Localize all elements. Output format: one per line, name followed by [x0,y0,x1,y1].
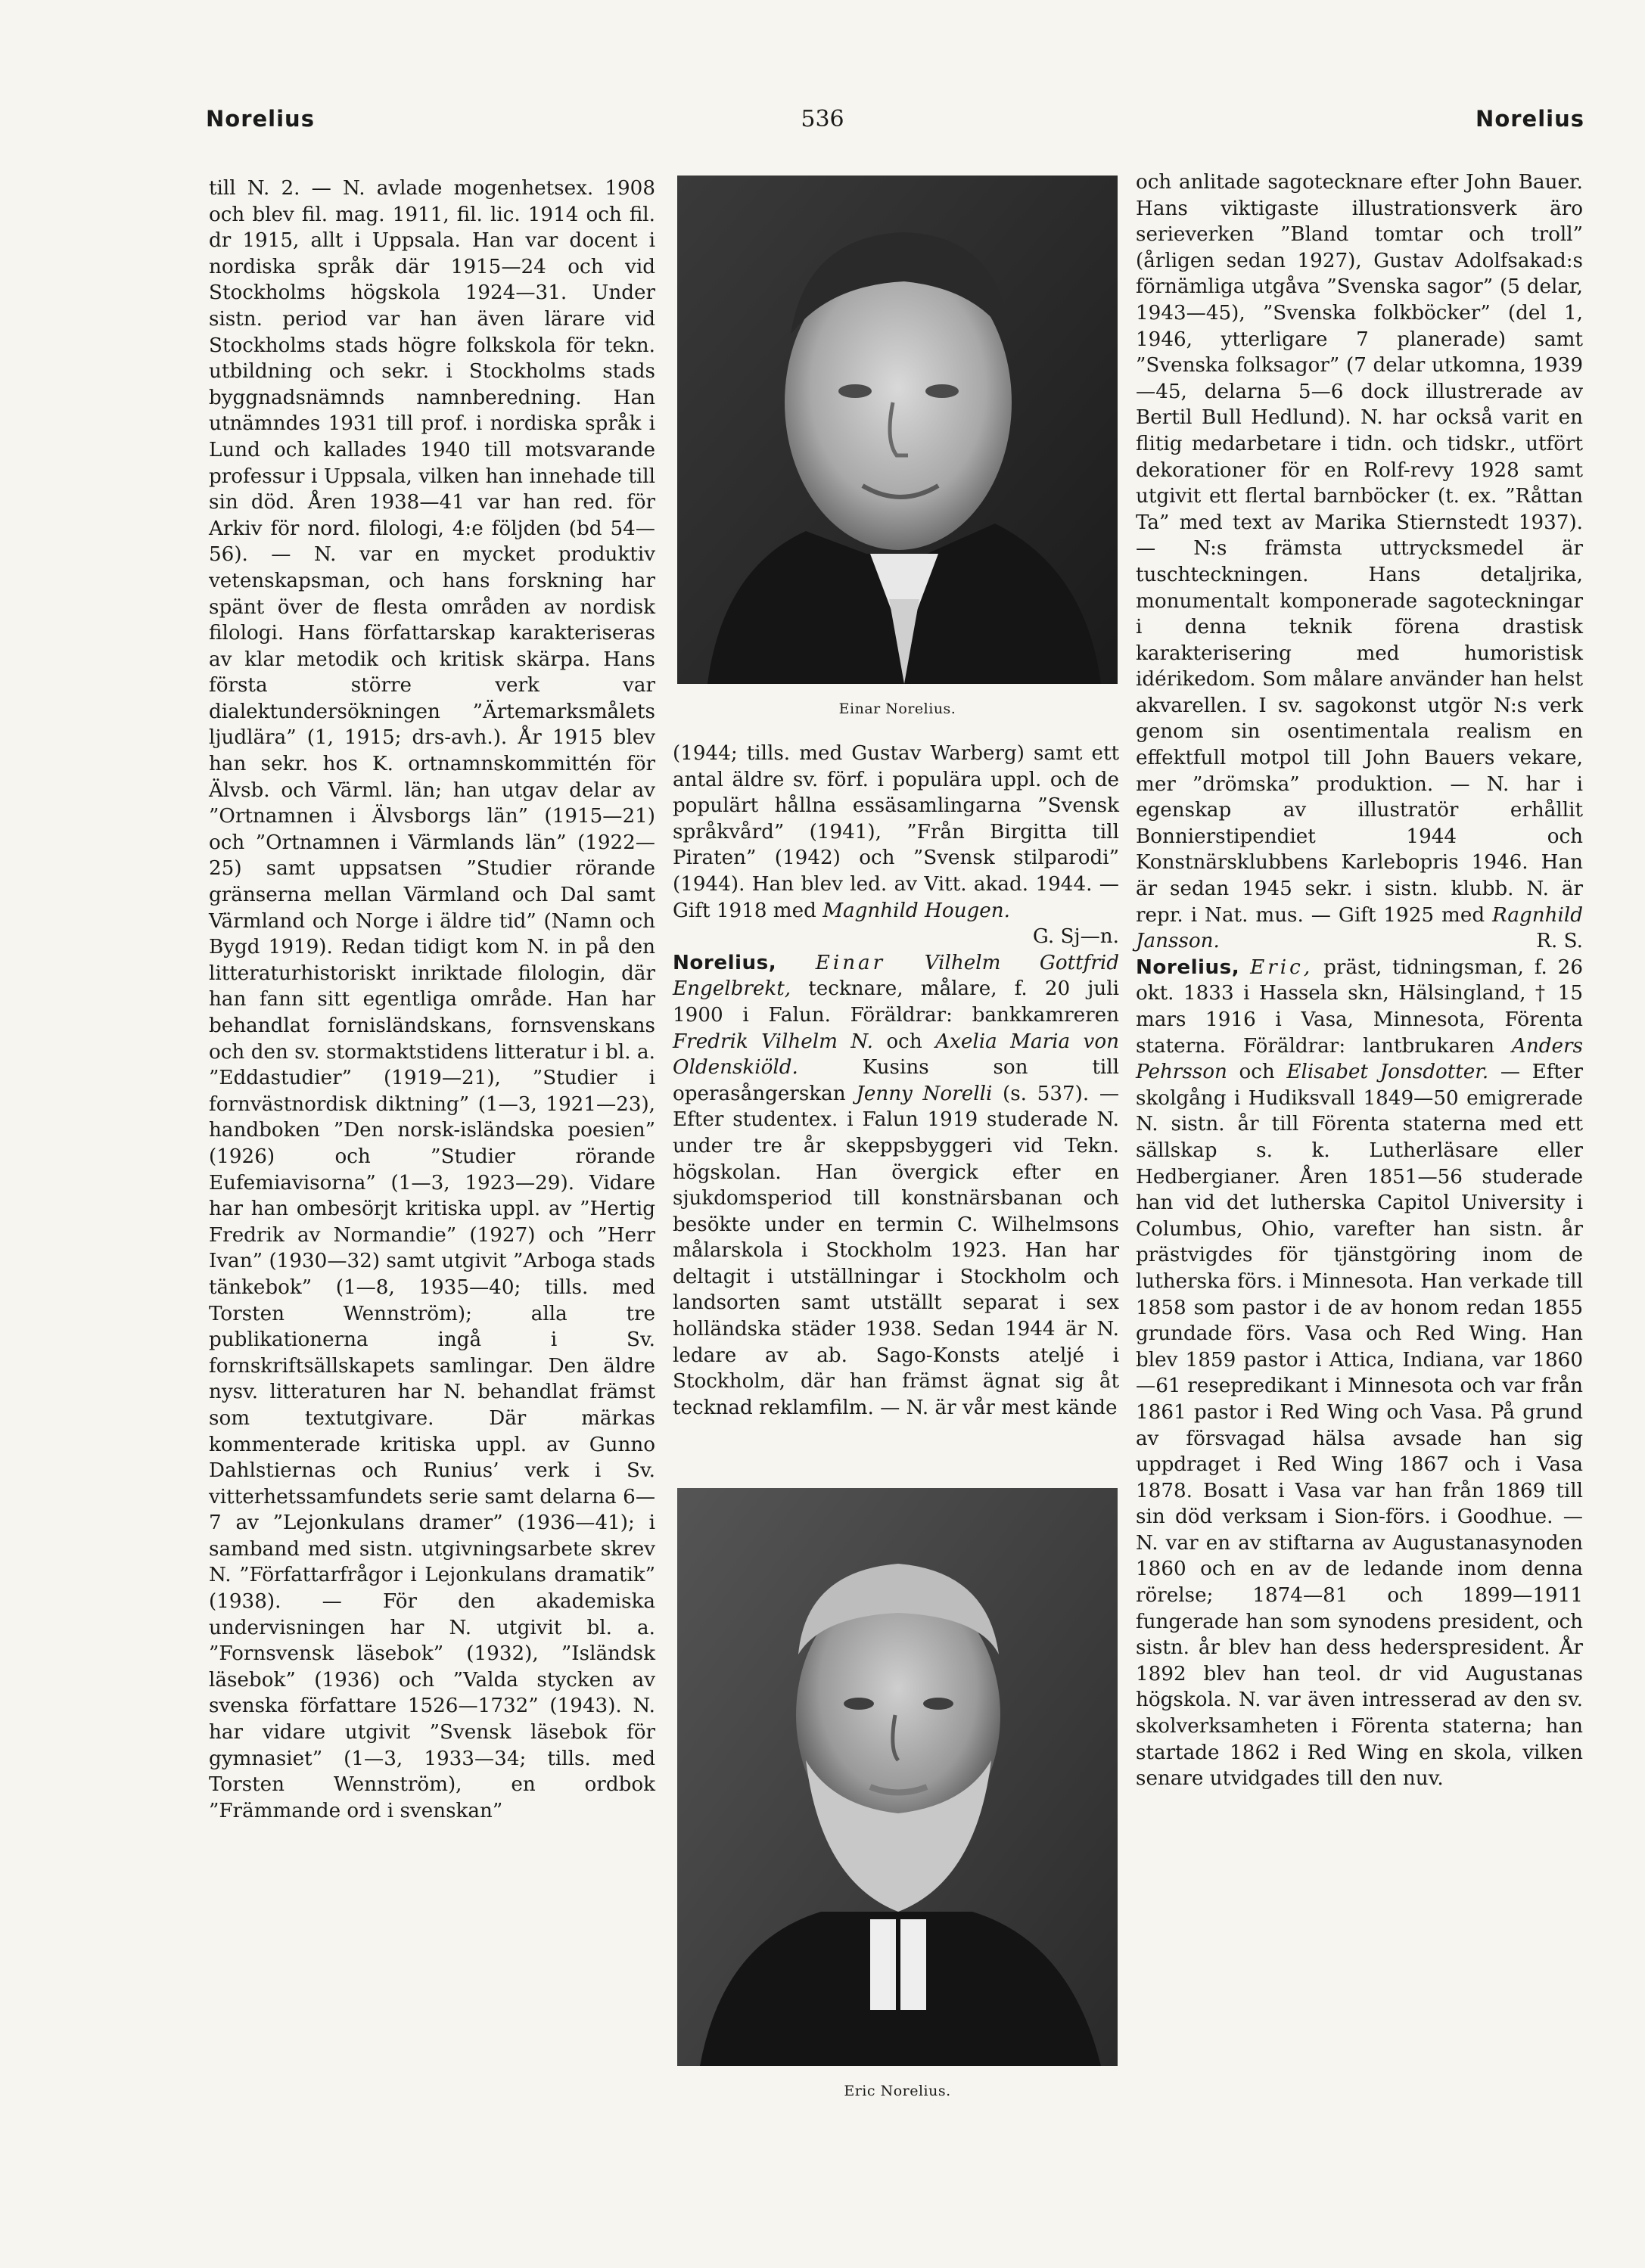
conjunction: och [1239,1061,1275,1084]
conjunction: och [886,1030,922,1053]
running-head-left: Norelius [206,106,315,132]
column-2 [673,741,1119,1421]
einar-spouse-name: Ragnhild Jansson. [1136,903,1583,953]
entry-eric-norelius [1136,955,1583,1792]
headword: Norelius, [673,951,777,974]
author-signature: G. Sj—n. [1032,925,1119,949]
given-name: Eric, [1250,955,1314,979]
father-name: Anders Pehrsson [1136,1034,1583,1084]
einar-signature: R. S. [1536,930,1583,953]
column-3 [1136,169,1583,1792]
spouse-name: Magnhild Hougen. [822,899,1010,922]
previous-entry-continuation [673,741,1119,924]
continuation-text: (1944; tills. med Gustav Warberg) samt ett antal äldre sv. förf. i populära uppl. och de populärt hållna essäsamlingarna ”Svensk språkvård” (1941), ”Från Birgitta till Piraten” (1942) och ”Svensk stilparodi” (1944). Han blev led. av Vitt. akad. 1944. — Gift 1918 med [673,742,1119,922]
given-names-rest: Vilhelm Gottfrid Engelbrekt, [673,951,1120,1001]
running-head [0,106,1645,151]
father-name: Fredrik Vilhelm N. [673,1030,873,1053]
cousin-text: Kusins son till operasångerskan [673,1056,1120,1105]
headword: Norelius, [1136,955,1240,979]
running-head-right: Norelius [1476,106,1584,132]
given-name: Einar [815,951,886,974]
mother-name: Axelia Maria von Oldenskiöld. [673,1030,1119,1080]
einar-continuation-text: och anlitade sagotecknare efter John Bauer. Hans viktigaste illustrationsverk äro serieverken ”Bland tomtar och troll” (årligen sedan 1927), Gustav Adolfsakad:s förnämliga utgåva ”Svenska sagor” (5 delar, 1943—45), ”Svenska folkböcker” (del 1, 1946, ytterligare 7 planerade) samt ”Svenska folksagor” (7 delar utkomna, 1939—45, delarna 5—6 dock illustrerade av Bertil Bull Hedlund). N. har också varit en flitig medarbetare i tidn. och tidskr., utfört dekorationer för en Rolf-revy 1928 samt utgivit ett flertal barnböcker (t. ex. ”Råttan Ta” med text av Marika Stiernstedt 1937). — N:s främsta uttrycksmedel är tuschteckningen. Hans detaljrika, monumentalt komponerade sagoteckningar i denna teknik förena drastisk karakterisering med humoristisk idérikedom. Som målare använder han helst akvarellen. I sv. sagokonst utgör N:s verk genom sin osentimentala realism en effektfull motpol till John Bauers vekare, mer ”drömska” produktion. — N. har i egenskap av illustratör erhållit Bonnierstipendiet 1944 och Konstnärsklubbens Karlebopris 1946. Han är sedan 1945 sekr. i sistn. klubb. N. är repr. i Nat. mus. — Gift 1925 med [1136,171,1583,927]
portrait-eric-image [677,1488,1118,2066]
entry-einar-norelius [673,950,1119,1421]
norelius-previous-entry-text: till N. 2. — N. avlade mogenhetsex. 1908 och blev fil. mag. 1911, fil. lic. 1914 och fil. dr 1915, allt i Uppsala. Han var docent i nordiska språk där 1915—24 och vid Stockholms högskola 1924—31. Under sistn. period var han även lärare vid Stockholms stads högre folkskola för tekn. utbildning och sekr. i Stockholms stads byggnadsnämnds namnberedning. Han utnämndes 1931 till prof. i nordiska språk i Lund och kallades 1940 till motsvarande professur i Uppsala, vilken han innehade till sin död. Åren 1938—41 var han red. för Arkiv för nord. filologi, 4:e följden (bd 54—56). — N. var en mycket produktiv vetenskapsman, och hans forskning har spänt över de flesta områden av nordisk filologi. Hans författarskap karakteriseras av klar metodik och kritisk skärpa. Hans första större verk var dialektundersökningen ”Ärtemarksmålets ljudlära” (1, 1915; drs-avh.). År 1915 blev han sekr. hos K. ortnamnskommittén för Älvsb. och Värml. län; han utgav delar av ”Ortnamnen i Älvsborgs län” (1915—21) och ”Ortnamnen i Värmlands län” (1922—25) samt uppsatsen ”Studier rörande gränserna mellan Värmland och Dal samt Värmland och Norge i äldre tid” (Namn och Bygd 1919). Redan tidigt kom N. in på den litteraturhistoriskt inriktade filologin, där han fann sitt egentliga område. Han har behandlat fornisländskans, fornsvenskans och den sv. stormaktstidens litteratur i bl. a. ”Eddastudier” (1919—21), ”Studier i fornvästnordisk diktning” (1—3, 1921—23), handboken ”Den norsk-isländska poesien” (1926) och ”Studier rörande Eufemiavisorna” (1—3, 1923—29). Vidare har han ombesörjt kritiska uppl. av ”Hertig Fredrik av Normandie” (1927) och ”Herr Ivan” (1930—32) samt utgivit ”Arboga stads tänkebok” (1—8, 1935—40; tills. med Torsten Wennström); alla tre publikationerna ingå i Sv. fornskriftsällskapets samlingar. Den äldre nysv. litteraturen har N. behandlat främst som textutgivare. Där märkas kommenterade kritiska uppl. av Gunno Dahlstiernas och Runius’ verk i Sv. vitterhetssamfundets serie samt delarna 6—7 av ”Lejonkulans dramer” (1936—41); i samband med sistn. utgivningsarbete skrev N. ”Författarfrågor i Lejonkulans dramatik” (1938). — För den akademiska undervisningen har N. utgivit bl. a. ”Fornsvensk läsebok” (1932), ”Isländsk läsebok” (1936) och ”Valda stycken av svenska författare 1526—1732” (1943). N. har vidare utgivit ”Svensk läsebok för gymnasiet” (1—3, 1933—34; tills. med Torsten Wennström), en ordbok ”Främmande ord i svenskan” [209,177,655,1822]
mother-name: Elisabet Jonsdotter. [1286,1061,1489,1084]
column-1 [209,176,655,1824]
einar-continuation [1136,169,1583,955]
entry-intro: tecknare, målare, f. 20 juli 1900 i Falun. Föräldrar: bankkamreren [673,977,1119,1027]
portrait-einar-norelius [677,176,1118,684]
caption-einar: Einar Norelius. [838,701,956,717]
caption-eric: Eric Norelius. [844,2083,951,2099]
entry-intro: präst, tidningsman, f. 26 okt. 1833 i Hassela skn, Hälsingland, † 15 mars 1916 i Vasa, Minnesota, Förenta staterna. Föräldrar: lantbrukaren [1136,955,1584,1058]
portrait-einar-image [677,176,1118,684]
portrait-eric-norelius [677,1488,1118,2066]
entry-body: — Efter skolgång i Hudiksvall 1849—50 emigrerade N. sistn. år till Förenta staterna med ett sällskap s. k. Lutherläsare eller Hedbergianer. Åren 1851—56 studerade han vid det lutherska Capitol University i Columbus, Ohio, varefter han sistn. år prästvigdes för tjänstgöring inom de lutherska förs. i Minnesota. Han verkade till 1858 som pastor i de av honom redan 1855 grundade förs. Vasa och Red Wing. Han blev 1859 pastor i Attica, Indiana, var 1860—61 resepredikant i Minnesota och var från 1861 pastor i Red Wing och Vasa. På grund av försvagad hälsa avsade han sig uppdraget i Red Wing 1867 och i Vasa 1878. Bosatt i Vasa var han från 1869 till sin död verksam i Sion-förs. i Goodhue. — N. var en av stiftarna av Augustanasynoden 1860 och en av de ledande inom denna rörelse; 1874—81 och 1899—1911 fungerade han som synodens president, och sistn. år blev han dess hederspresident. År 1892 blev han teol. dr vid Augustanas högskola. N. var även intresserad av den sv. skolverksamheten i Förenta staterna; han startade 1862 i Red Wing en skola, vilken senare utvidgades till den nuv. [1136,1061,1583,1791]
cousin-name: Jenny Norelli [856,1082,993,1105]
page-number: 536 [801,106,844,132]
entry-body: (s. 537). — Efter studentex. i Falun 1919 studerade N. under tre år skeppsbyggeri vid Tekn. högskolan. Han övergick efter en sjukdomsperiod till konstnärsbanan och besökte under en termin C. Wilhelmsons målarskola i Stockholm 1923. Han har deltagit i utställningar i Stockholm och landsorten samt utställt separat i sex holländska städer 1938. Sedan 1944 är N. ledare av ab. Sago-Konsts ateljé i Stockholm, där han främst ägnat sig åt tecknad reklamfilm. — N. är vår mest kände [673,1082,1120,1419]
